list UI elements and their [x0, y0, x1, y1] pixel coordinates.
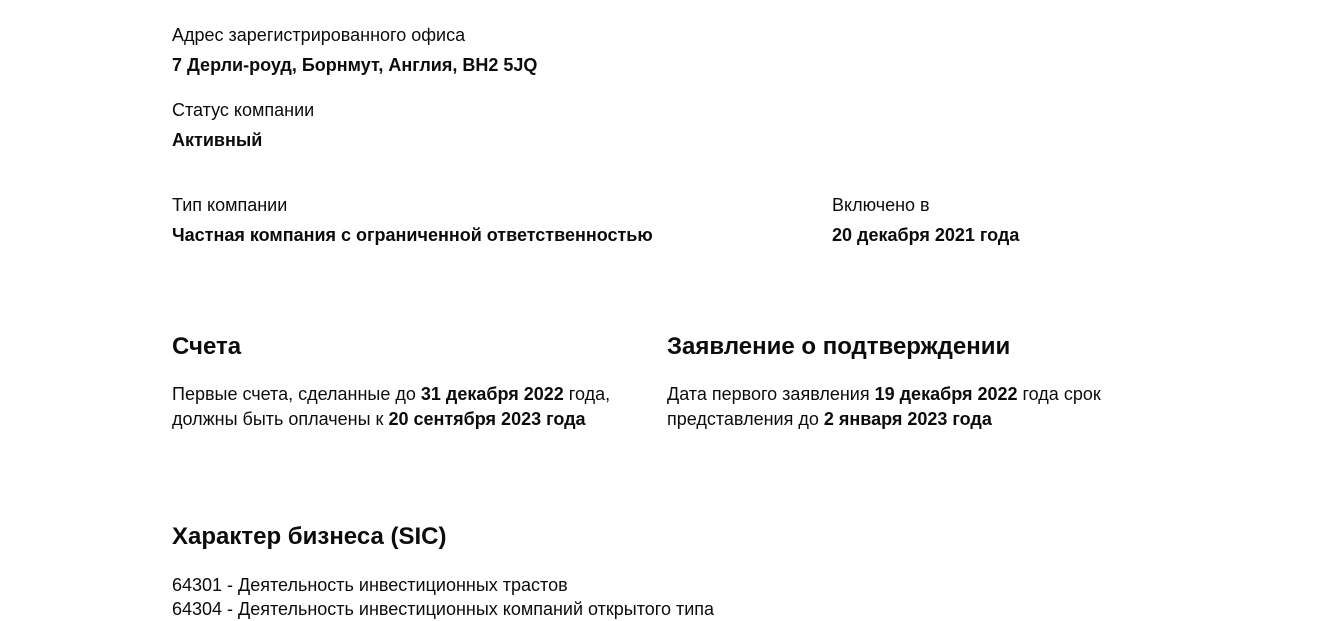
- confirmation-text: [667, 382, 1107, 432]
- registered-office-label: Адрес зарегистрированного офиса: [172, 25, 466, 45]
- confirmation-heading: Заявление о подтверждении: [667, 333, 1011, 360]
- confirmation-due-date: 2 января 2023 года: [823, 409, 992, 429]
- accounts-made-up-date: 31 декабря 2022: [420, 384, 564, 404]
- company-type-value: Частная компания с ограниченной ответственностью: [172, 225, 653, 245]
- company-type-label: Тип компании: [172, 195, 288, 215]
- registered-office-value: 7 Дерли-роуд, Борнмут, Англия, BH2 5JQ: [172, 55, 538, 75]
- confirmation-text-part-1: Дата первого заявления: [667, 384, 875, 404]
- sic-item: 64301 - Деятельность инвестиционных трастов: [172, 575, 568, 595]
- confirmation-statement-date: 19 декабря 2022: [874, 384, 1018, 404]
- confirmation-text-part-2: года срок представления до: [667, 384, 1101, 429]
- company-status-label: Статус компании: [172, 100, 315, 120]
- sic-item: 64304 - Деятельность инвестиционных компаний открытого типа: [172, 599, 715, 619]
- incorporated-label: Включено в: [832, 195, 930, 215]
- company-status-value: Активный: [172, 130, 263, 150]
- incorporated-value: 20 декабря 2021 года: [832, 225, 1020, 245]
- accounts-due-date: 20 сентября 2023 года: [388, 409, 586, 429]
- accounts-text-part-1: Первые счета, сделанные до: [172, 384, 421, 404]
- accounts-text-part-2: года, должны быть оплачены к: [172, 384, 611, 429]
- sic-heading: Характер бизнеса (SIC): [172, 523, 447, 550]
- sic-list: [172, 573, 714, 621]
- accounts-text: [172, 382, 632, 432]
- accounts-heading: Счета: [172, 333, 242, 360]
